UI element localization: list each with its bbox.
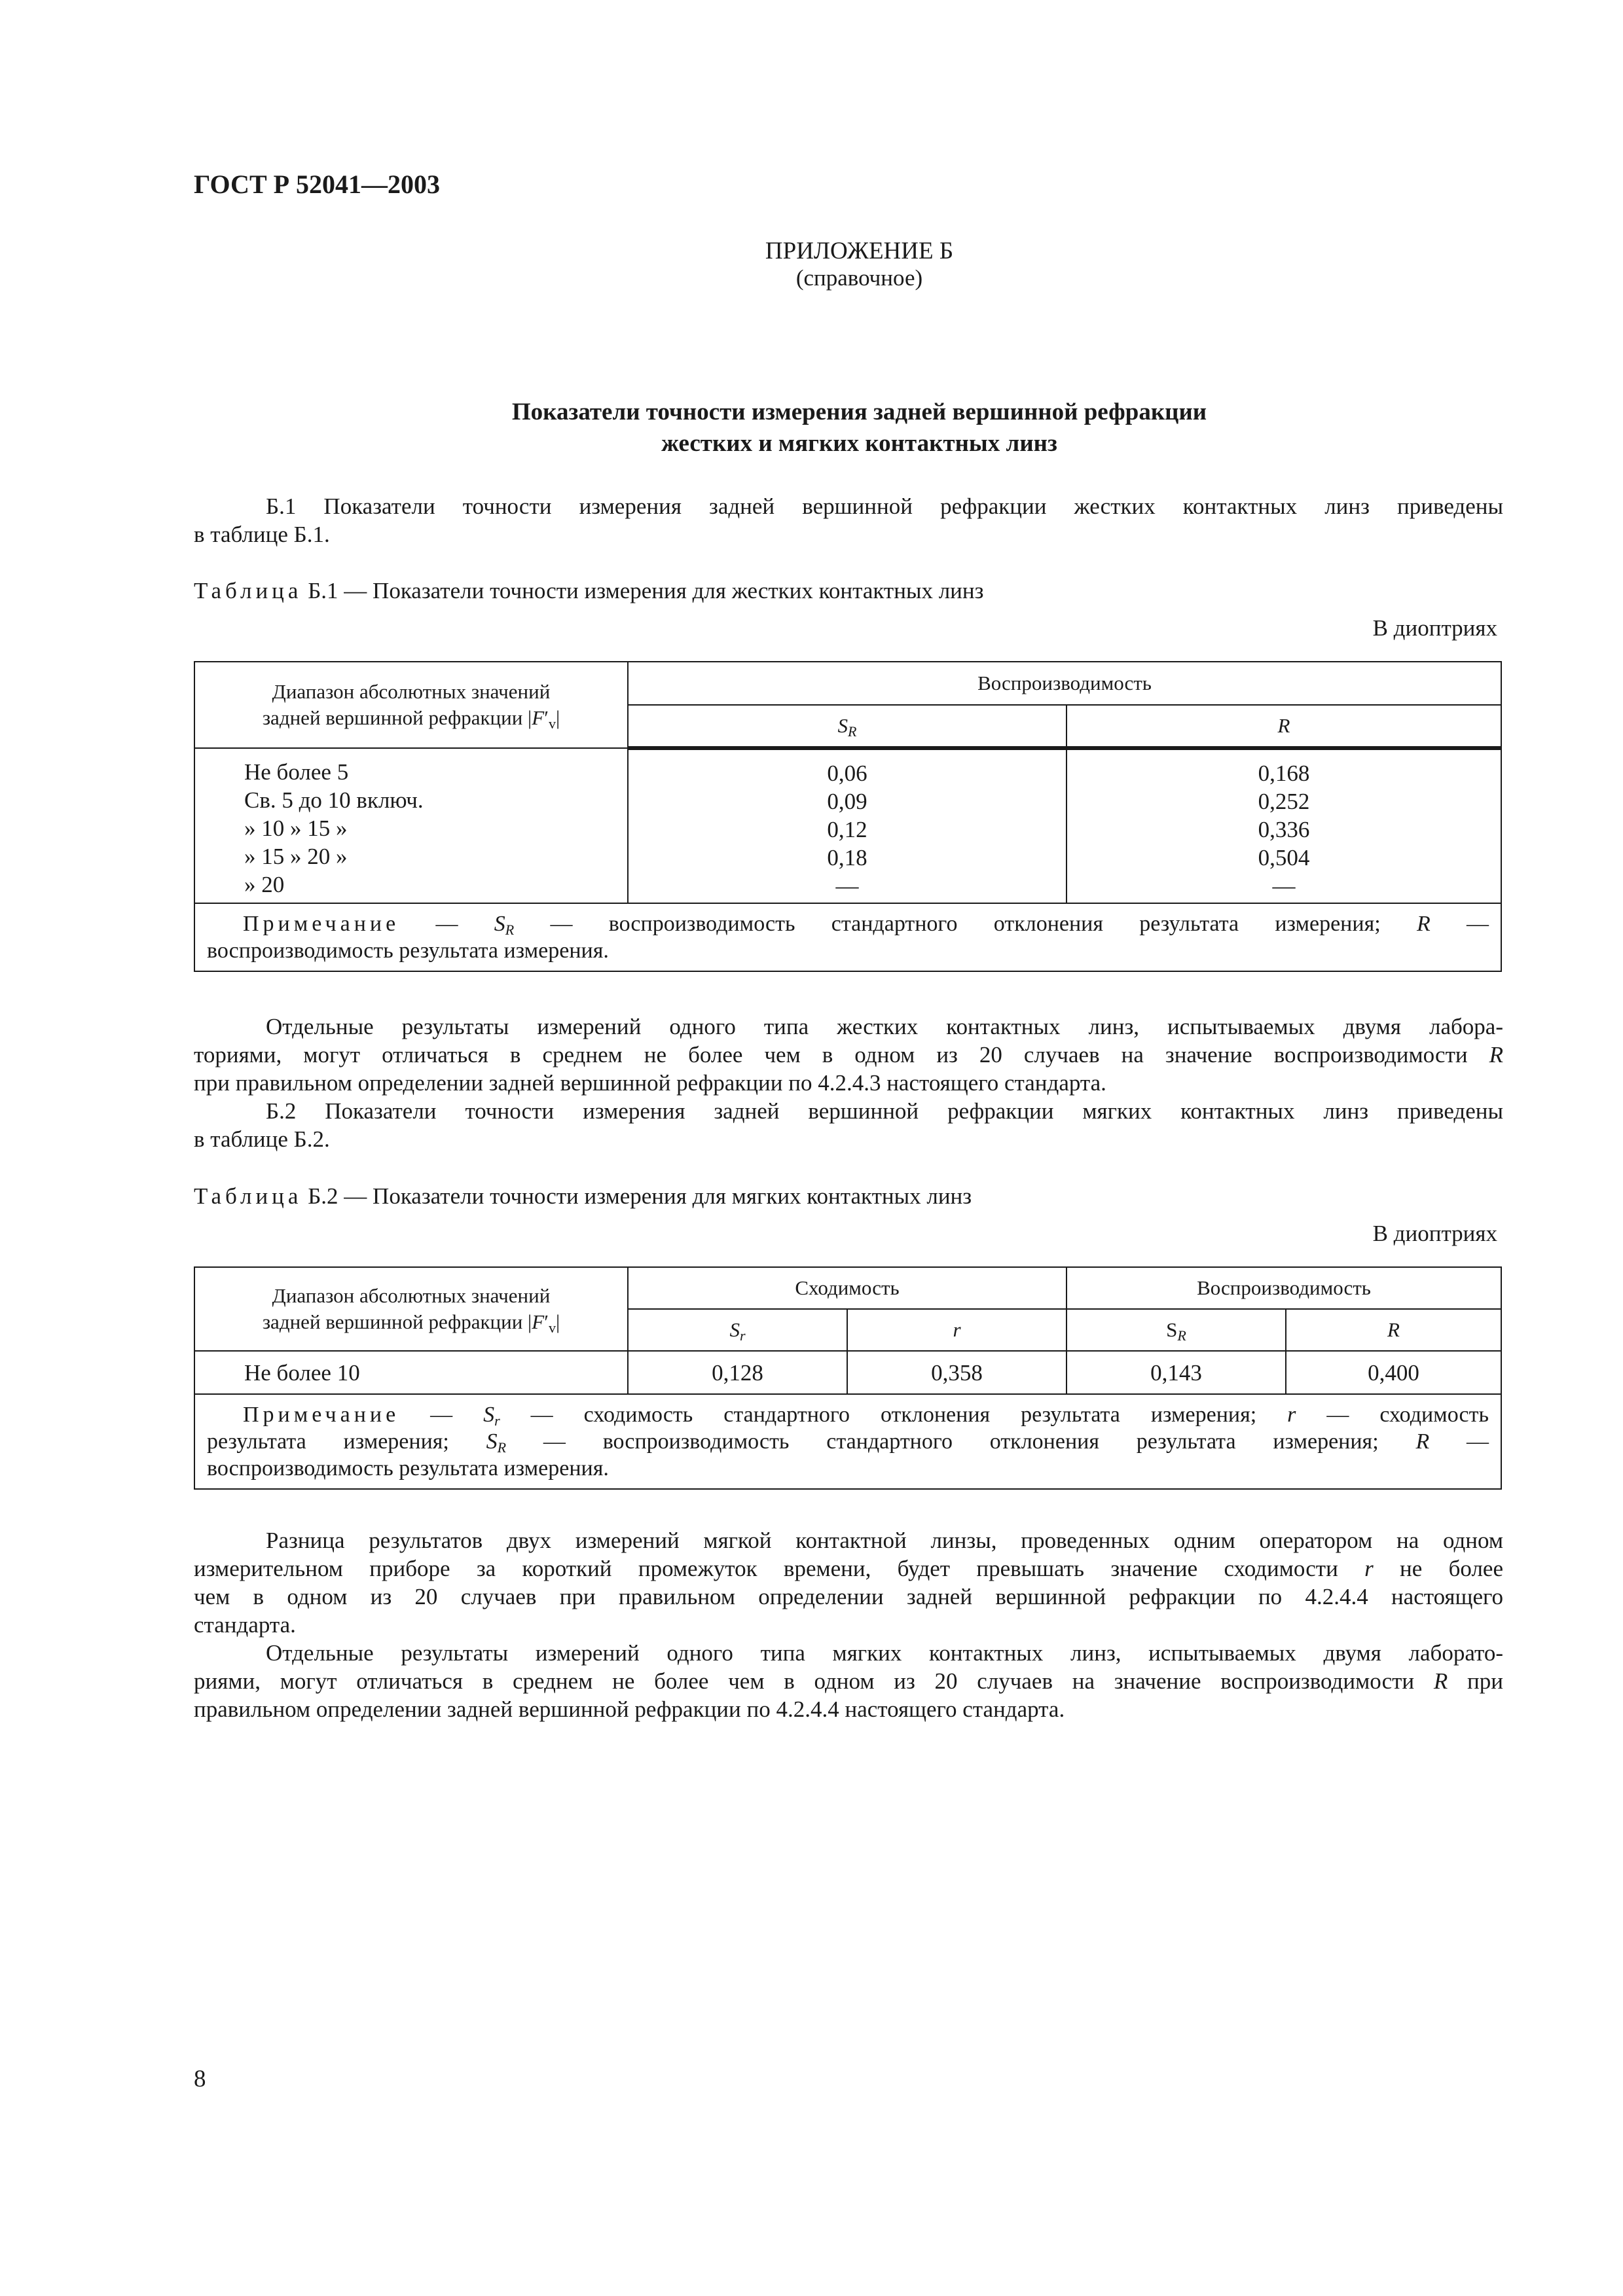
paragraph-b1-line2: в таблице Б.1. [194, 522, 330, 547]
table2-note [194, 1394, 1501, 1489]
table1-sr-value: 0,06 [827, 761, 867, 786]
table1-note-line1: Примечание — $S_R$ — воспроизводимость стандартного отклонения результата измерения; R — [243, 912, 1489, 938]
table1-sr-value: — [835, 873, 859, 899]
table2-value-sr: 0,128 [628, 1351, 847, 1394]
table1-range: Св. 5 до 10 включ. [244, 787, 424, 813]
paragraph-final1-line2: измерительном приборе за короткий промежуток времени, будет превышать значение сходимости r не более [194, 1556, 1503, 1581]
table2-header-repeatability: Сходимость [628, 1267, 1067, 1309]
table1-r-value: — [1272, 873, 1296, 899]
table2-header-range-line2: задней вершинной рефракции $|F'_v|$ [262, 1310, 560, 1336]
table2-note-line2: результата измерения; $S_R$ — воспроизводимость стандартного отклонения результата измерения; R — [207, 1429, 1489, 1456]
table1 [194, 661, 1502, 972]
paragraph-final2 [194, 1639, 1503, 1723]
table1-caption [194, 578, 983, 604]
table1-header-sr: $S_R$ [628, 705, 1067, 748]
section-title-line2: жестких и мягких контактных линз [661, 430, 1057, 457]
paragraph-final1-line3: чем в одном из 20 случаев при правильном определении задней вершинной рефракции по 4.2.4.4 настоящего [194, 1584, 1503, 1609]
table1-header-range [194, 662, 628, 748]
paragraph-final1-line4: стандарта. [194, 1612, 296, 1638]
paragraph-b2-line1: Б.2 Показатели точности измерения задней вершинной рефракции мягких контактных линз приведены [266, 1098, 1503, 1124]
table2-header-range-line1: Диапазон абсолютных значений [272, 1284, 551, 1307]
table2-header-r: r [847, 1309, 1067, 1351]
table2 [194, 1266, 1502, 1490]
paragraph-b1 [194, 492, 1503, 548]
table2-note-line3: воспроизводимость результата измерения. [207, 1456, 609, 1480]
table1-col-ranges [194, 748, 628, 903]
table2-value-R: 0,400 [1286, 1351, 1501, 1394]
paragraph-after-table1-line1: Отдельные результаты измерений одного типа жестких контактных линз, испытываемых двумя лабора- [266, 1014, 1503, 1039]
table1-sr-value: 0,18 [827, 845, 867, 870]
paragraph-after-table1 [194, 1013, 1503, 1097]
table1-r-value: 0,168 [1258, 761, 1310, 786]
table1-range: » 10 » 15 » [244, 816, 348, 841]
table2-header-sr: $S_r$ [628, 1309, 847, 1351]
table2-caption-prefix: Таблица [194, 1183, 302, 1209]
table2-value-SR: 0,143 [1067, 1351, 1286, 1394]
section-title [0, 397, 1623, 459]
table2-note-line1: Примечание — $S_r$ — сходимость стандартного отклонения результата измерения; r — сходимость [243, 1403, 1489, 1429]
paragraph-final2-line3: правильном определении задней вершинной рефракции по 4.2.4.4 настоящего стандарта. [194, 1696, 1065, 1722]
table1-col-sr [628, 748, 1067, 903]
paragraph-after-table1-line3: при правильном определении задней вершинной рефракции по 4.2.4.3 настоящего стандарта. [194, 1070, 1106, 1096]
table1-col-r [1067, 748, 1501, 903]
table2-header-range [194, 1267, 628, 1351]
page-number: 8 [194, 2066, 206, 2092]
table1-r-value: 0,504 [1258, 845, 1310, 870]
table1-sr-value: 0,12 [827, 817, 867, 842]
table1-header-reproducibility: Воспроизводимость [628, 662, 1501, 705]
table1-r-value: 0,252 [1258, 789, 1310, 814]
table1-units: В диоптриях [1372, 615, 1497, 641]
table2-value-r: 0,358 [847, 1351, 1067, 1394]
table1-header-range-line1: Диапазон абсолютных значений [272, 680, 551, 703]
table1-range: » 15 » 20 » [244, 844, 348, 869]
table2-header-reproducibility: Воспроизводимость [1067, 1267, 1501, 1309]
table1-r-value: 0,336 [1258, 817, 1310, 842]
paragraph-b2 [194, 1097, 1503, 1153]
table1-range: Не более 5 [244, 759, 349, 785]
table1-note-line2: воспроизводимость результата измерения. [207, 939, 609, 963]
paragraph-b2-line2: в таблице Б.2. [194, 1126, 330, 1152]
appendix-title: ПРИЛОЖЕНИЕ Б [765, 238, 954, 264]
paragraph-final2-line1: Отдельные результаты измерений одного типа мягких контактных линз, испытываемых двумя лаборато- [266, 1640, 1503, 1666]
appendix-subtitle: (справочное) [795, 265, 923, 291]
section-title-line1: Показатели точности измерения задней вершинной рефракции [511, 399, 1207, 425]
table1-note [194, 903, 1501, 971]
table2-units: В диоптриях [1372, 1221, 1497, 1246]
table2-header-R: R [1286, 1309, 1501, 1351]
paragraph-b1-line1: Б.1 Показатели точности измерения задней вершинной рефракции жестких контактных линз приведены [266, 493, 1503, 519]
table1-caption-text: Б.1 — Показатели точности измерения для жестких контактных линз [302, 578, 984, 603]
table1-sr-value: 0,09 [827, 789, 867, 814]
table2-caption [194, 1183, 972, 1210]
standard-code: ГОСТ Р 52041—2003 [194, 170, 441, 199]
paragraph-final2-line2: риями, могут отличаться в среднем не более чем в одном из 20 случаев на значение воспроизводимости R при [194, 1668, 1503, 1694]
table2-range: Не более 10 [194, 1351, 628, 1394]
table2-caption-text: Б.2 — Показатели точности измерения для мягких контактных линз [302, 1183, 972, 1209]
table1-header-r: R [1067, 705, 1501, 748]
table1-caption-prefix: Таблица [194, 578, 302, 603]
paragraph-after-table1-line2: ториями, могут отличаться в среднем не более чем в одном из 20 случаев на значение воспроизводимости R [194, 1042, 1503, 1067]
paragraph-final1 [194, 1526, 1503, 1639]
table2-header-SR: $S_R$ [1067, 1309, 1286, 1351]
table1-header-range-line2: задней вершинной рефракции $|F'_v|$ [262, 706, 560, 732]
table2-row [194, 1351, 1501, 1394]
paragraph-final1-line1: Разница результатов двух измерений мягкой контактной линзы, проведенных одним оператором на одном [266, 1528, 1503, 1553]
table1-range: » 20 [244, 872, 285, 897]
